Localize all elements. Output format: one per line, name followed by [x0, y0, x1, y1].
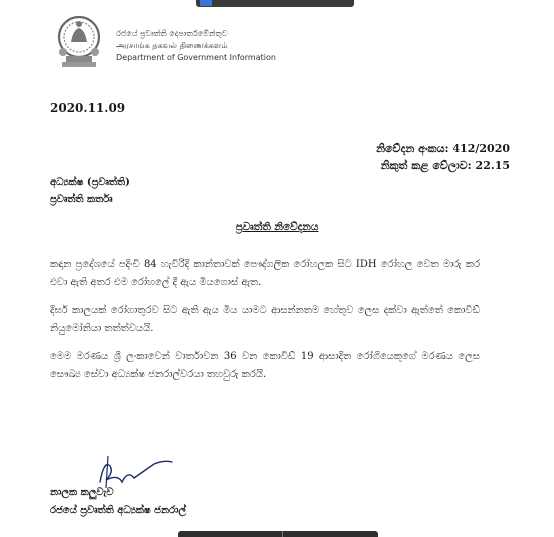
body-paragraph: දීර්ඝ කාලයක් රෝගාතුරව සිට ඇති ඇය මිය යාමට ආසන්නතම හේතුව ලෙස දක්වා ඇත්තේ කොවිඩ් නියුමෝනියා තත්ත්වයයි. — [50, 305, 480, 334]
release-time: නිකුත් කළ වේලාව: 22.15 — [380, 159, 510, 172]
toolbar-button[interactable] — [200, 0, 212, 6]
dept-name-english: Department of Government Information — [116, 53, 276, 62]
release-date: 2020.11.09 — [50, 101, 126, 115]
signatory-block — [50, 484, 186, 520]
dept-name-tamil: அரசாங்க தகவல் திணைக்களம் — [116, 41, 228, 50]
document-heading — [0, 221, 554, 234]
addressee-line: අධ්‍යක්ෂ (ප්‍රවෘත්ති) — [50, 177, 130, 188]
nav-divider — [282, 531, 283, 537]
body-paragraph: කඳාන ප්‍රදේශයේ පදිංචි 84 හැවිරිදි කාන්තාවක් පෞද්ගලික රෝහලක සිට IDH රෝහල වෙත මාරු කර එවා ඇති අතර එම රෝහලේ දී ඇය මියගොස් ඇත. — [50, 259, 480, 288]
department-header — [116, 28, 276, 64]
release-reference — [376, 140, 510, 174]
heading-text: ප්‍රවෘත්ති නිවේදනය — [235, 221, 319, 233]
dept-name-sinhala: රජයේ ප්‍රවෘත්ති දෙපාර්තමේන්තුව — [116, 29, 228, 38]
addressee-block — [50, 174, 130, 208]
signatory-title: රජයේ ප්‍රවෘත්ති අධ්‍යක්ෂ ජනරාල් — [50, 505, 187, 516]
viewer-toolbar[interactable] — [196, 0, 354, 7]
page-navigation-bar[interactable] — [178, 531, 378, 537]
release-number: නිවේදන අංකය: 412/2020 — [376, 142, 510, 155]
national-emblem-icon — [56, 12, 102, 70]
addressee-line: ප්‍රවෘත්ති කර්තෘ — [50, 194, 113, 205]
signatory-name: නාලක කලුවැව — [50, 487, 114, 498]
body-paragraph: මෙම මරණය ශ්‍රී ලංකාවෙන් වාර්තාවන 36 වන කොවිඩ් 19 ආසාදිත රෝගියෙකුගේ මරණය ලෙස සෞඛ්‍ය සේවා අධ්‍යක්ෂ ජනරාල්වරයා තහවුරු කරයි. — [50, 351, 480, 380]
